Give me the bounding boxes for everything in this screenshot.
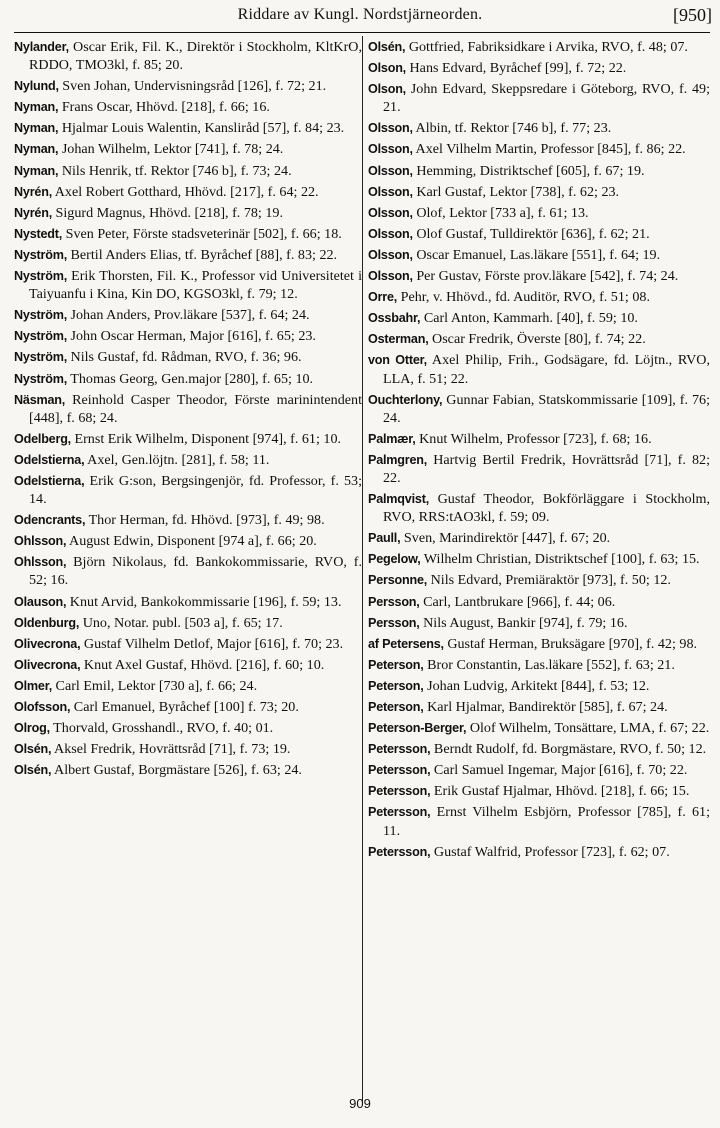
entry-surname: Nyman, (14, 121, 59, 136)
register-entry (14, 162, 362, 180)
register-entry (14, 593, 362, 611)
page-title: Riddare av Kungl. Nordstjärneorden. (237, 6, 483, 23)
entry-surname: Peterson, (368, 700, 424, 714)
register-entry (368, 80, 710, 116)
register-entry (14, 656, 362, 674)
entry-details: Erik Thorsten, Fil. K., Professor vid Universitetet i Taiyuanfu i Kina, Kin DO, KGSO3kl, f. 79; 12. (29, 268, 362, 303)
register-entry (368, 225, 710, 243)
entry-details: Carl Anton, Kammarh. [40], f. 59; 10. (420, 310, 638, 327)
register-entry (368, 529, 710, 547)
entry-surname: Olsson, (368, 226, 413, 241)
entry-details: Karl Gustaf, Lektor [738], f. 62; 23. (412, 183, 620, 200)
entry-surname: Olmer, (14, 678, 53, 693)
entry-surname: Olsén, (14, 742, 52, 757)
entry-details: Gustaf Vilhelm Detlof, Major [616], f. 70; 23. (80, 635, 344, 652)
register-entry (368, 204, 710, 222)
entry-surname: Nyman, (14, 163, 59, 178)
register-entry (368, 782, 710, 800)
register-entry (368, 614, 710, 632)
register-entry (368, 698, 710, 716)
entry-surname: Orre, (368, 290, 398, 305)
register-entry (14, 511, 362, 529)
entry-surname: af Petersens, (368, 636, 444, 651)
entry-surname: Nyman, (14, 142, 59, 157)
register-entry (14, 98, 362, 116)
register-entry (368, 490, 710, 526)
register-entry (368, 593, 710, 611)
register-entry (368, 391, 710, 427)
entry-details: Carl Emanuel, Byråchef [100] f. 73; 20. (70, 699, 299, 715)
entry-details: Johan Wilhelm, Lektor [741], f. 78; 24. (58, 141, 284, 158)
register-entry (14, 761, 362, 779)
register-entry (14, 77, 362, 95)
entry-surname: Olauson, (14, 594, 67, 609)
register-entry (368, 183, 710, 201)
register-entry (368, 59, 710, 77)
register-entry (14, 204, 362, 222)
entry-details: Albin, tf. Rektor [746 b], f. 77; 23. (412, 120, 612, 137)
entry-details: Sigurd Magnus, Hhövd. [218], f. 78; 19. (52, 204, 283, 221)
entry-details: John Edvard, Skeppsredare i Göteborg, RVO, f. 49; 21. (383, 81, 710, 116)
entry-details: Knut Arvid, Bankokommissarie [196], f. 59; 13. (66, 593, 342, 610)
register-entry (14, 472, 362, 508)
entry-details: Axel, Gen.löjtn. [281], f. 58; 11. (84, 451, 270, 468)
register-entry (14, 327, 362, 345)
entry-surname: Ohlsson, (14, 555, 67, 570)
entry-surname: Näsman, (14, 392, 66, 407)
entry-details: Sven, Marindirektör [447], f. 67; 20. (400, 530, 611, 547)
page-header (0, 2, 720, 32)
entry-surname: Nyström, (14, 329, 67, 344)
entry-details: Björn Nikolaus, fd. Bankokommissarie, RVO, f. 52; 16. (29, 554, 362, 589)
entry-details: Uno, Notar. publ. [503 a], f. 65; 17. (79, 614, 283, 631)
entry-surname: Nyrén, (14, 184, 52, 199)
entry-details: Wilhelm Christian, Distriktschef [100], f. 63; 15. (420, 551, 700, 568)
entry-surname: Nyman, (14, 100, 59, 115)
entry-surname: Olsson, (368, 247, 413, 262)
register-entry (368, 571, 710, 589)
left-column (14, 38, 362, 1096)
entry-surname: Odelstierna, (14, 473, 85, 488)
entry-surname: Persson, (368, 615, 420, 630)
entry-details: Carl, Lantbrukare [966], f. 44; 06. (419, 593, 616, 610)
entry-details: Hemming, Distriktschef [605], f. 67; 19. (412, 162, 645, 179)
entry-surname: Palmgren, (368, 452, 428, 467)
register-entry (368, 330, 710, 348)
entry-details: Frans Oscar, Hhövd. [218], f. 66; 16. (58, 99, 270, 116)
entry-surname: Persson, (368, 594, 420, 609)
entry-surname: Nyström, (14, 350, 67, 365)
register-entry (14, 348, 362, 366)
entry-surname: Olrog, (14, 721, 50, 736)
entry-surname: Osterman, (368, 332, 429, 347)
register-entry (368, 656, 710, 674)
entry-surname: Ohlsson, (14, 534, 67, 549)
entry-surname: Nylander, (14, 40, 69, 54)
register-entry (14, 677, 362, 695)
entry-details: Johan Ludvig, Arkitekt [844], f. 53; 12. (423, 677, 650, 694)
entry-surname: Personne, (368, 573, 428, 588)
entry-surname: von Otter, (368, 353, 427, 368)
register-entry (14, 140, 362, 158)
entry-surname: Nyström, (14, 247, 67, 262)
register-entry (14, 719, 362, 737)
entry-details: Oscar Emanuel, Las.läkare [551], f. 64; 19. (412, 246, 661, 263)
register-entry (368, 843, 710, 861)
register-entry (368, 550, 710, 568)
entry-surname: Olsson, (368, 142, 413, 157)
entry-details: Nils August, Bankir [974], f. 79; 16. (419, 614, 628, 631)
entry-surname: Ouchterlony, (368, 392, 443, 407)
entry-surname: Olsson, (368, 163, 413, 178)
entry-details: Nils Edvard, Premiäraktör [973], f. 50; 12. (427, 572, 671, 589)
entry-surname: Paull, (368, 531, 401, 546)
entry-details: Carl Emil, Lektor [730 a], f. 66; 24. (52, 677, 258, 694)
register-entry (368, 351, 710, 387)
entry-surname: Nyrén, (14, 205, 52, 220)
entry-details: Pehr, v. Hhövd., fd. Auditör, RVO, f. 51; 08. (397, 289, 650, 306)
entry-details: Gunnar Fabian, Statskommissarie [109], f. 76; 24. (383, 391, 710, 426)
entry-details: Sven Johan, Undervisningsråd [126], f. 72; 21. (58, 78, 327, 95)
entry-details: Thomas Georg, Gen.major [280], f. 65; 10. (67, 370, 314, 387)
entry-details: Ernst Vilhelm Esbjörn, Professor [785], f. 61; 11. (383, 804, 710, 839)
entry-surname: Petersson, (368, 844, 431, 859)
entry-details: Nils Henrik, tf. Rektor [746 b], f. 73; 24. (58, 162, 292, 179)
entry-details: Axel Philip, Frih., Godsägare, fd. Löjtn., RVO, LLA, f. 51; 22. (383, 352, 711, 387)
entry-surname: Peterson, (368, 657, 424, 672)
entry-surname: Palmær, (368, 431, 416, 446)
entry-details: Johan Anders, Prov.läkare [537], f. 64; 24. (67, 307, 310, 324)
register-entry (368, 719, 710, 737)
entry-details: Olof, Lektor [733 a], f. 61; 13. (412, 204, 589, 221)
entry-surname: Olson, (368, 61, 406, 76)
register-entry (368, 451, 710, 487)
entry-surname: Nyström, (14, 371, 67, 386)
entry-details: Olof Gustaf, Tulldirektör [636], f. 62; 21. (412, 225, 650, 242)
register-entry (368, 162, 710, 180)
entry-details: Knut Axel Gustaf, Hhövd. [216], f. 60; 10. (80, 656, 325, 673)
entry-surname: Peterson, (368, 678, 424, 693)
entry-details: Albert Gustaf, Borgmästare [526], f. 63; 24. (51, 762, 302, 779)
entry-surname: Petersson, (368, 742, 431, 757)
entry-details: Knut Wilhelm, Professor [723], f. 68; 16. (415, 430, 652, 447)
register-entry (14, 451, 362, 469)
entry-surname: Nyström, (14, 269, 67, 284)
register-entry (14, 246, 362, 264)
register-entry (14, 740, 362, 758)
register-entry (14, 614, 362, 632)
entry-surname: Peterson-Berger, (368, 721, 467, 736)
column-divider (362, 36, 363, 1104)
entry-details: Gustaf Theodor, Bokförläggare i Stockholm, RVO, RRS:tAO3kl, f. 59; 09. (383, 491, 710, 526)
entry-details: Thorvald, Grosshandl., RVO, f. 40; 01. (49, 720, 274, 737)
entry-surname: Olsson, (368, 269, 413, 284)
register-entry (14, 38, 362, 74)
register-entry (368, 119, 710, 137)
register-entry (14, 225, 362, 243)
entry-surname: Nystedt, (14, 226, 63, 241)
entry-details: Per Gustav, Förste prov.läkare [542], f. 74; 24. (412, 268, 679, 285)
entry-surname: Olsson, (368, 205, 413, 220)
entry-surname: Odelstierna, (14, 452, 85, 467)
entry-surname: Petersson, (368, 784, 431, 799)
entry-surname: Olsén, (14, 763, 52, 778)
entry-surname: Ossbahr, (368, 311, 421, 326)
entry-surname: Nyström, (14, 308, 67, 323)
entry-details: Hans Edvard, Byråchef [99], f. 72; 22. (405, 60, 627, 77)
entry-details: Gottfried, Fabriksidkare i Arvika, RVO, f. 48; 07. (405, 39, 688, 55)
entry-surname: Petersson, (368, 763, 431, 778)
register-entry (14, 267, 362, 303)
footer-page-number: 909 (349, 1096, 371, 1111)
register-entry (14, 553, 362, 589)
register-entry (14, 698, 362, 716)
entry-details: Axel Robert Gotthard, Hhövd. [217], f. 64; 22. (52, 183, 319, 200)
register-entry (14, 532, 362, 550)
entry-surname: Pegelow, (368, 552, 421, 567)
entry-details: John Oscar Herman, Major [616], f. 65; 23. (67, 328, 316, 345)
entry-surname: Nylund, (14, 79, 59, 94)
register-entry (14, 306, 362, 324)
register-entry (14, 183, 362, 201)
register-entry (368, 288, 710, 306)
entry-surname: Olsson, (368, 121, 413, 136)
header-page-number: [950] (673, 5, 712, 25)
entry-surname: Olivecrona, (14, 636, 81, 651)
entry-details: August Edwin, Disponent [974 a], f. 66; 20. (66, 533, 317, 550)
entry-surname: Olivecrona, (14, 657, 81, 672)
entry-surname: Petersson, (368, 805, 431, 820)
register-entry (368, 140, 710, 158)
entry-details: Bertil Anders Elias, tf. Byråchef [88], f. 83; 22. (67, 246, 338, 263)
entry-details: Erik Gustaf Hjalmar, Hhövd. [218], f. 66; 15. (430, 783, 690, 800)
entry-details: Carl Samuel Ingemar, Major [616], f. 70; 22. (430, 762, 688, 779)
register-entry (368, 677, 710, 695)
entry-surname: Olsén, (368, 40, 406, 54)
entry-details: Sven Peter, Förste stadsveterinär [502], f. 66; 18. (62, 225, 342, 242)
entry-details: Oscar Fredrik, Överste [80], f. 74; 22. (428, 331, 646, 348)
entry-surname: Palmqvist, (368, 492, 429, 507)
register-entry (14, 391, 362, 427)
entry-details: Nils Gustaf, fd. Rådman, RVO, f. 36; 96. (67, 349, 302, 366)
entry-surname: Odelberg, (14, 431, 71, 446)
entry-details: Karl Hjalmar, Bandirektör [585], f. 67; 24. (423, 699, 668, 715)
entry-details: Oscar Erik, Fil. K., Direktör i Stockholm, KltKrO, RDDO, TMO3kl, f. 85; 20. (29, 39, 362, 74)
entry-surname: Oldenburg, (14, 615, 80, 630)
entry-details: Erik G:son, Bergsingenjör, fd. Professor, f. 53; 14. (29, 472, 362, 508)
register-entry (368, 267, 710, 285)
entry-details: Hartvig Bertil Fredrik, Hovrättsråd [71], f. 82; 22. (383, 451, 710, 486)
entry-details: Gustaf Herman, Bruksägare [970], f. 42; 98. (443, 635, 698, 652)
register-entry (368, 430, 710, 448)
entry-details: Aksel Fredrik, Hovrättsråd [71], f. 73; 19. (51, 741, 291, 758)
header-rule (14, 32, 710, 33)
entry-details: Ernst Erik Wilhelm, Disponent [974], f. 61; 10. (70, 430, 342, 447)
entry-details: Berndt Rudolf, fd. Borgmästare, RVO, f. 50; 12. (430, 741, 707, 758)
entry-details: Bror Constantin, Las.läkare [552], f. 63; 21. (423, 656, 675, 673)
register-entry (368, 803, 710, 839)
entry-surname: Odencrants, (14, 513, 86, 528)
entry-details: Axel Vilhelm Martin, Professor [845], f. 86; 22. (412, 141, 686, 158)
right-column (368, 38, 710, 1096)
entry-details: Olof Wilhelm, Tonsättare, LMA, f. 67; 22. (466, 720, 710, 737)
register-entry (368, 38, 710, 56)
entry-surname: Olson, (368, 82, 406, 97)
entry-surname: Olofsson, (14, 700, 71, 714)
register-entry (368, 635, 710, 653)
register-entry (368, 740, 710, 758)
register-entry (14, 430, 362, 448)
entry-details: Thor Herman, fd. Hhövd. [973], f. 49; 98. (85, 512, 325, 529)
register-entry (368, 309, 710, 327)
register-entry (14, 119, 362, 137)
entry-details: Hjalmar Louis Walentin, Kansliråd [57], f. 84; 23. (58, 120, 345, 137)
register-entry (368, 761, 710, 779)
register-entry (14, 370, 362, 388)
entry-details: Gustaf Walfrid, Professor [723], f. 62; 07. (430, 843, 670, 860)
entry-details: Reinhold Casper Theodor, Förste marinintendent [448], f. 68; 24. (29, 391, 362, 426)
register-entry (14, 635, 362, 653)
entry-surname: Olsson, (368, 184, 413, 199)
register-entry (368, 246, 710, 264)
